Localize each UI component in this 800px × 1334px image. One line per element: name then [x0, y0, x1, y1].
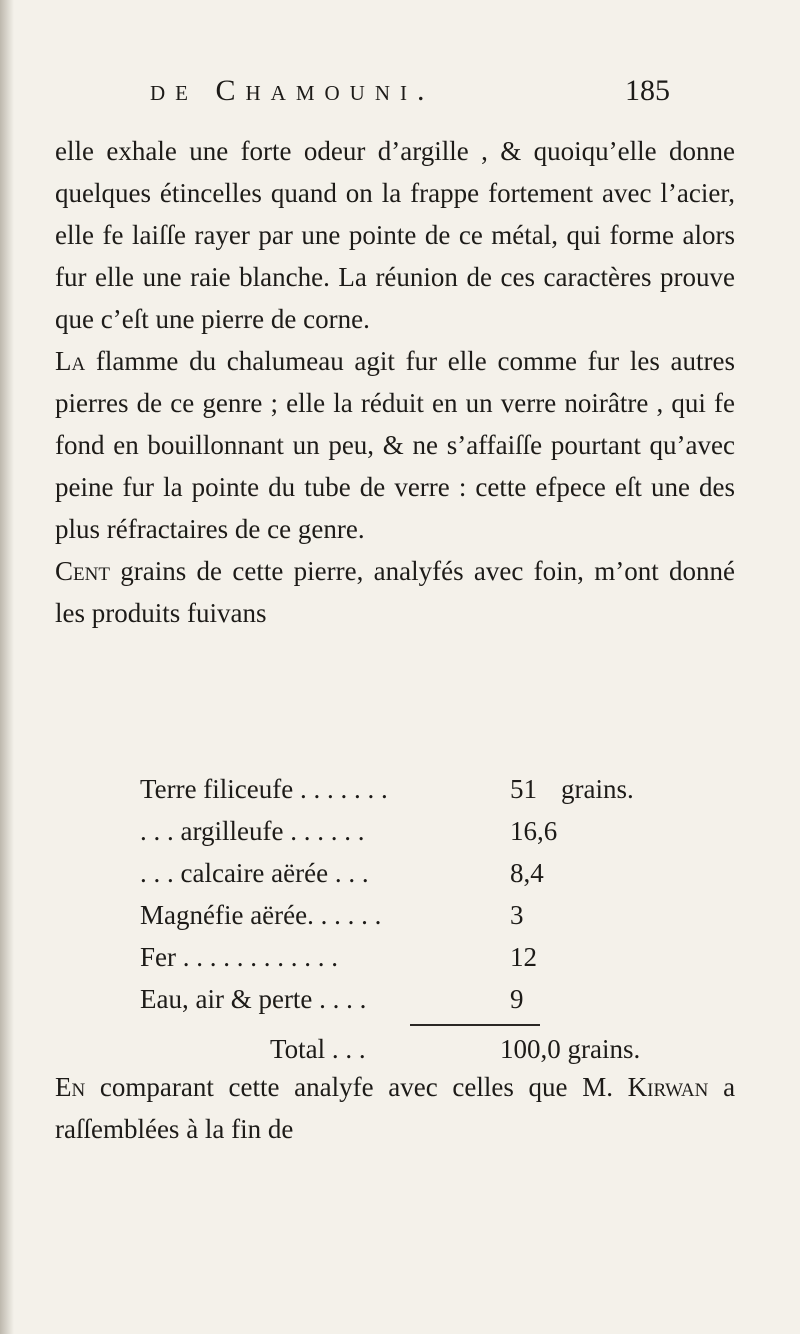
- analysis-row: Eau, air & perte . . . . 9: [140, 984, 524, 1014]
- author-name: Kirwan: [627, 1072, 709, 1102]
- analysis-row: Magnéfie aërée. . . . . . 3: [140, 900, 524, 930]
- paragraph-2: La flamme du chalumeau agit fur elle comme fur les autres pierres de ce genre ; elle la réduit en un verre noirâtre , qui fe fond en bouillonnant un peu, & ne s’affaiſſe pourtant qu’avec peine fur la pointe du tube de verre : cette efpece eſt une des plus réfractaires de ce genre.: [55, 346, 735, 544]
- paragraph-lead: La: [55, 346, 86, 376]
- page-number: 185: [625, 74, 670, 107]
- paragraph-lead: En: [55, 1072, 86, 1102]
- paragraph-3: Cent grains de cette pierre, analyfés avec foin, m’ont donné les produits fuivans: [55, 556, 735, 628]
- paragraph-lead: Cent: [55, 556, 110, 586]
- running-head: [150, 68, 670, 112]
- analysis-row: . . . argilleufe . . . . . . 16,6: [140, 816, 558, 846]
- analysis-total: Total . . . 100,0 grains.: [270, 1034, 641, 1064]
- sum-rule: [410, 1024, 540, 1026]
- closing-paragraph: En comparant cette analyfe avec celles que M. Kirwan a raſſemblées à la fin de: [55, 1072, 736, 1144]
- analysis-row: . . . calcaire aërée . . . 8,4: [140, 858, 544, 888]
- analysis-table: [140, 768, 660, 1070]
- analysis-row: Terre filiceufe . . . . . . . 51 grains.: [140, 774, 634, 804]
- analysis-row: Fer . . . . . . . . . . . . 12: [140, 942, 537, 972]
- running-title: de Chamouni.: [150, 74, 435, 107]
- body-text: [55, 130, 735, 634]
- paragraph-1: elle exhale une forte odeur d’argille , & quoiqu’elle donne quelques étincelles quand on la frappe fortement avec l’acier, elle fe laiſſe rayer par une pointe de ce métal, qui forme alors fur elle une raie blanche. La réunion de ces caractères prouve que c’eſt une pierre de corne.: [55, 136, 735, 334]
